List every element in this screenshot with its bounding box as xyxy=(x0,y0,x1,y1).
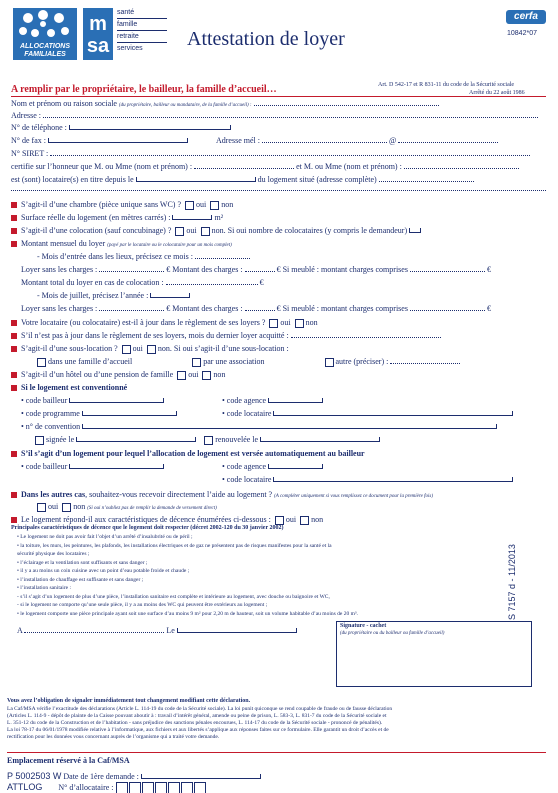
mois-entree-label: - Mois d’entrée dans les lieux, précisez ce mois : xyxy=(37,252,193,261)
mois-entree-field[interactable] xyxy=(195,252,250,259)
decence-item: • l’installation de chauffage est suffisante et sans danger ; xyxy=(17,576,144,583)
msa-words xyxy=(117,7,167,54)
nom-field[interactable] xyxy=(254,99,439,106)
q7-oui-checkbox[interactable] xyxy=(122,345,131,354)
side-code: S 7157 d - 11/2013 xyxy=(507,544,517,620)
autre-label: autre (préciser) : xyxy=(335,357,389,366)
label-et: et M. ou Mme (nom et prénom) : xyxy=(296,162,402,171)
legal-line: La Caf/MSA vérifie l’exactitude des déclarations (Article L. 114-19 du code de la Sécurité sociale). La loi punit quiconque se rend coupable de fraude ou de fausse déclaration xyxy=(7,706,393,712)
allocataire-digit-box[interactable] xyxy=(155,782,167,793)
association-checkbox[interactable] xyxy=(192,358,201,367)
juillet-annee-field[interactable] xyxy=(150,293,190,298)
q1-label: S’agit-il d’une chambre (pièce unique sans WC) ? xyxy=(21,200,182,209)
legal-line: La loi 78-17 du 06/01/1978 modifiée relative à l’informatique, aux fichiers et aux libertés s’applique aux réponses faites sur ce formulaire. Elle garantit un droit d’accès et de xyxy=(7,727,389,733)
msa-word-3: retraite xyxy=(117,31,167,43)
allocataire-label: N° d’allocataire : xyxy=(58,783,114,792)
dernier-loyer-field[interactable] xyxy=(291,331,441,338)
allocataire-digit-box[interactable] xyxy=(168,782,180,793)
loyer-sans-label: Loyer sans les charges : xyxy=(21,265,98,274)
mel-field-domain[interactable] xyxy=(398,136,498,143)
allocataire-digit-box[interactable] xyxy=(181,782,193,793)
q3-non-checkbox[interactable] xyxy=(201,227,210,236)
renouvelee-label: renouvelée le xyxy=(215,435,259,444)
legal-title: Vous avez l’obligation de signaler immédiatement tout changement modifiant cette déclaration. xyxy=(7,698,251,704)
q5-non-checkbox[interactable] xyxy=(295,319,304,328)
code-bailleur-field-2[interactable] xyxy=(69,464,164,469)
msa-word-2: famille xyxy=(117,19,167,31)
code-agence-field-2[interactable] xyxy=(268,464,323,469)
q11-label-bold: Dans les autres cas xyxy=(21,490,86,499)
allocataire-digit-box[interactable] xyxy=(116,782,128,793)
famille-accueil-label: dans une famille d’accueil xyxy=(48,357,133,366)
label-certifie: certifie sur l’honneur que M. ou Mme (nom et prénom) : xyxy=(11,162,193,171)
allocataire-field[interactable] xyxy=(116,782,207,793)
decence-item: sécurité physique des locataires ; xyxy=(17,551,90,557)
siret-field[interactable] xyxy=(50,149,530,156)
allocataire-digit-box[interactable] xyxy=(129,782,141,793)
decence-list xyxy=(17,533,358,618)
intro-heading: A remplir par le propriétaire, le bailleur, la famille d’accueil… xyxy=(11,84,277,95)
decence-item: • la toiture, les murs, les peintures, les plafonds, les installations électriques et de gaz ne présentent pas de risques manifestes pour la santé et la xyxy=(17,542,332,549)
decence-item: • il y a au moins un coin cuisine avec un point d’eau potable froide et chaude ; xyxy=(17,568,190,574)
legal-line: L. 351-12 du code de la Construction et de l’habitation - sans préjudice des sanctions pénales encourues, L. 114-17 du code de la Sécurité sociale - prononcé de pénalités). xyxy=(7,720,383,726)
total-coloc-field[interactable] xyxy=(166,278,258,285)
convention-field[interactable] xyxy=(82,424,497,429)
q11-hint: (A compléter uniquement si vous remplissez ce document pour la première fois) xyxy=(274,494,434,499)
renouvelee-date-field[interactable] xyxy=(260,437,380,442)
loyer-sans-field-1[interactable] xyxy=(99,265,164,272)
legal-line: rectification pour les données vous concernant auprès de l’organisme qui a traité votre demande. xyxy=(7,734,220,740)
svg-text:m: m xyxy=(89,13,107,35)
loyer-sans-field-2[interactable] xyxy=(99,304,164,311)
q11-non-hint: (Si oui n’oubliez pas de remplir la demande de versement direct) xyxy=(87,506,217,511)
label-locataires: est (sont) locataire(s) en titre depuis le xyxy=(11,175,134,184)
meuble-label: € Si meublé : montant charges comprises xyxy=(276,304,408,313)
msa-word-1: santé xyxy=(117,7,167,19)
montant-charges-label: € Montant des charges : xyxy=(166,265,243,274)
q12-oui-checkbox[interactable] xyxy=(275,516,284,525)
q12-label: Le logement répond-il aux caractéristiques de décence énumérées ci-dessous : xyxy=(21,515,271,524)
date-demande-label: Date de 1ère demande : xyxy=(63,772,139,781)
label-mel: Adresse mél : xyxy=(215,136,260,145)
bullet-square xyxy=(11,320,17,326)
msa-logo xyxy=(83,8,113,60)
logement-field-line2[interactable] xyxy=(11,190,546,191)
q12-non-checkbox[interactable] xyxy=(300,516,309,525)
code-bailleur-field[interactable] xyxy=(69,398,164,403)
allocataire-digit-box[interactable] xyxy=(194,782,206,793)
bullet-square xyxy=(11,517,17,523)
date-le-label: Le xyxy=(166,626,175,635)
caf-name-line2: FAMILIALES xyxy=(24,51,66,58)
loyer-sans-label: Loyer sans les charges : xyxy=(21,304,98,313)
q1-oui-label: oui xyxy=(196,200,207,209)
bullet-square xyxy=(11,346,17,352)
intro-article: Art. D 542-17 et R 831-11 du code de la Sécurité sociale xyxy=(378,82,515,88)
allocataire-digit-box[interactable] xyxy=(142,782,154,793)
q8-oui-label: oui xyxy=(188,370,199,379)
signature-box[interactable] xyxy=(336,621,532,687)
q3-oui-checkbox[interactable] xyxy=(175,227,184,236)
meuble-field-1[interactable] xyxy=(410,265,485,272)
q5-label: Votre locataire (ou colocataire) est-il à jour dans le règlement de ses loyers ? xyxy=(21,318,266,327)
decence-item: - si le logement ne comporte qu’une seule pièce, il y a au moins des WC qui peuvent être extérieurs au logement ; xyxy=(17,602,268,608)
decence-item: • l’installation sanitaire : xyxy=(17,585,72,591)
code-locataire-label-2: • code locataire xyxy=(222,475,272,484)
adresse-field[interactable] xyxy=(43,111,538,118)
footer-rule xyxy=(7,752,546,753)
q5-oui-label: oui xyxy=(280,318,291,327)
bullet-square xyxy=(11,385,17,391)
label-adresse: Adresse : xyxy=(11,111,41,120)
q4-hint: (payé par le locataire ou le colocataire pour un mois complet) xyxy=(107,243,232,248)
cerfa-logo: cerfa xyxy=(506,10,546,24)
q7-non-checkbox[interactable] xyxy=(147,345,156,354)
q5-non-label: non xyxy=(305,318,318,327)
signature-hint: (du propriétaire ou du bailleur ou famille d’accueil) xyxy=(340,631,445,636)
q5-oui-checkbox[interactable] xyxy=(269,319,278,328)
signee-label: signée le xyxy=(46,435,75,444)
surface-field[interactable] xyxy=(172,215,212,220)
q8-non-label: non xyxy=(213,370,226,379)
label-nom: Nom et prénom ou raison sociale xyxy=(11,99,117,108)
code-bailleur-label-2: • code bailleur xyxy=(21,462,68,471)
q11-oui-label: oui xyxy=(48,502,59,511)
code-locataire-label: • code locataire xyxy=(222,409,272,418)
msa-word-4: services xyxy=(117,45,143,52)
code-agence-label: • code agence xyxy=(222,396,267,405)
bullet-square xyxy=(11,372,17,378)
caf-name-line1: ALLOCATIONS xyxy=(19,43,71,50)
bullet-square xyxy=(11,333,17,339)
q8-label: S’agit-il d’un hôtel ou d’une pension de famille xyxy=(21,370,174,379)
lieu-a-label: A xyxy=(17,626,23,635)
caf-logo xyxy=(13,8,77,60)
intro-arrete: Arrêté du 22 août 1986 xyxy=(469,90,525,96)
code-programme-field[interactable] xyxy=(82,411,177,416)
q11-label: , souhaitez-vous recevoir directement l’aide au logement ? xyxy=(85,490,273,499)
signature-title: Signature - cachet xyxy=(340,623,387,629)
intro-rule xyxy=(11,96,546,97)
q7-oui-label: oui xyxy=(132,344,143,353)
q8-oui-checkbox[interactable] xyxy=(177,371,186,380)
fax-field[interactable] xyxy=(48,138,188,143)
legal-text xyxy=(7,706,392,741)
q12-non-label: non xyxy=(311,515,324,524)
footer-code1: P 5002503 W xyxy=(7,771,62,781)
label-siret: N° SIRET : xyxy=(11,149,49,158)
juillet-label: - Mois de juillet, précisez l’année : xyxy=(37,291,149,300)
decence-item: • le logement comporte une pièce principale ayant soit une surface d’au moins 9 m² pour 2,20 m de hauteur, soit un volume habitable d’au moins de 20 m³. xyxy=(17,610,358,617)
code-bailleur-label: • code bailleur xyxy=(21,396,68,405)
q1-non-checkbox[interactable] xyxy=(210,201,219,210)
code-agence-field[interactable] xyxy=(268,398,323,403)
bullet-square xyxy=(11,215,17,221)
lieu-field[interactable] xyxy=(24,626,164,633)
charges-field-1[interactable] xyxy=(245,265,275,272)
meuble-label: € Si meublé : montant charges comprises xyxy=(276,265,408,274)
signee-checkbox[interactable] xyxy=(35,436,44,445)
label-nom-hint: (du propriétaire, bailleur ou mandataire, de la famille d’accueil) : xyxy=(118,103,252,108)
q11-oui-checkbox[interactable] xyxy=(37,503,46,512)
footer-reserve: Emplacement réservé à la Caf/MSA xyxy=(7,756,130,765)
label-logement: du logement situé (adresse complète) xyxy=(257,175,377,184)
q7-non-label: non. Si oui s’agit-il d’une sous-location : xyxy=(157,344,289,353)
q8-non-checkbox[interactable] xyxy=(202,371,211,380)
renouvelee-checkbox[interactable] xyxy=(204,436,213,445)
decence-title: Principales caractéristiques de décence que le logement doit respecter (décret 2002-120 du 30 janvier 2002) xyxy=(11,525,284,531)
convention-label: • n° de convention xyxy=(21,422,81,431)
m2-unit: m² xyxy=(214,213,224,222)
q10-label: S’il s’agit d’un logement pour lequel l’allocation de logement est versée automatiquement au bailleur xyxy=(21,449,365,458)
famille-accueil-checkbox[interactable] xyxy=(37,358,46,367)
certifie-field-2[interactable] xyxy=(404,162,519,169)
euro-sign: € xyxy=(259,278,264,287)
meuble-field-2[interactable] xyxy=(410,304,485,311)
euro-sign: € xyxy=(486,265,491,274)
association-label: par une association xyxy=(203,357,265,366)
code-locataire-field[interactable] xyxy=(273,411,513,416)
q4-label: Montant mensuel du loyer xyxy=(21,239,106,248)
certifie-field-1[interactable] xyxy=(194,162,294,169)
form-number: 10842*07 xyxy=(507,30,537,37)
autre-checkbox[interactable] xyxy=(325,358,334,367)
code-programme-label: • code programme xyxy=(21,409,80,418)
total-coloc-label: Montant total du loyer en cas de colocation : xyxy=(21,278,164,287)
q12-oui-label: oui xyxy=(285,515,297,524)
autre-field[interactable] xyxy=(390,357,460,364)
bullet-square xyxy=(11,241,17,247)
charges-field-2[interactable] xyxy=(245,304,275,311)
mel-field-local[interactable] xyxy=(262,136,387,143)
signature-date-field[interactable] xyxy=(177,628,297,633)
colocataires-field[interactable] xyxy=(409,228,421,233)
footer-code2: ATTLOG xyxy=(7,782,43,792)
page-title: Attestation de loyer xyxy=(187,28,345,50)
q6-label: S’il n’est pas à jour dans le règlement de ses loyers, mois du dernier loyer acquitté : xyxy=(21,331,289,340)
q1-non-label: non xyxy=(221,200,234,209)
decence-item: • Le logement ne doit pas avoir fait l’objet d’un arrêté d’insalubrité ou de péril ; xyxy=(17,534,193,540)
q1-oui-checkbox[interactable] xyxy=(185,201,194,210)
logement-field[interactable] xyxy=(379,175,474,182)
code-locataire-field-2[interactable] xyxy=(273,477,513,482)
q11-non-checkbox[interactable] xyxy=(62,503,71,512)
bullet-square xyxy=(11,451,17,457)
at-sign: @ xyxy=(388,136,397,145)
q9-label: Si le logement est conventionné xyxy=(21,383,128,392)
msa-logo-icon xyxy=(83,8,113,60)
q2-label: Surface réelle du logement (en mètres carrés) : xyxy=(21,213,171,222)
svg-text:sa: sa xyxy=(86,35,110,57)
q3-oui-label: oui xyxy=(186,226,197,235)
decence-item: - s’il s’agit d’un logement de plus d’une pièce, l’installation sanitaire est complète et intérieure au logement, avec douche ou baignoire et WC, xyxy=(17,593,330,600)
q11-non-label: non xyxy=(73,502,86,511)
code-agence-label-2: • code agence xyxy=(222,462,267,471)
q3-label: S’agit-il d’une colocation (sauf concubinage) ? xyxy=(21,226,172,235)
q3-non-label: non. Si oui nombre de colocataires (y compris le demandeur) xyxy=(211,226,408,235)
depuis-date-field[interactable] xyxy=(136,177,256,182)
bullet-square xyxy=(11,492,17,498)
label-fax: N° de fax : xyxy=(11,136,46,145)
caf-logo-figures-icon xyxy=(13,9,77,43)
legal-line: (Articles L. 114-9 - dépôt de plainte de la Caisse pouvant aboutir à : travail d’intérêt général, amende ou peine de prison, L. 583-3, L. 831-7 du code de la Sécurité sociale et xyxy=(7,713,387,719)
euro-sign: € xyxy=(486,304,491,313)
decence-item: • l’éclairage et la ventilation sont suffisants et sans danger ; xyxy=(17,559,148,566)
bullet-square xyxy=(11,228,17,234)
date-demande-field[interactable] xyxy=(141,774,261,779)
bullet-square xyxy=(11,202,17,208)
montant-charges-label: € Montant des charges : xyxy=(166,304,243,313)
tel-field[interactable] xyxy=(69,125,231,130)
label-tel: N° de téléphone : xyxy=(11,123,67,132)
q7-label: S’agit-il d’une sous-location ? xyxy=(21,344,118,353)
signee-date-field[interactable] xyxy=(76,437,196,442)
